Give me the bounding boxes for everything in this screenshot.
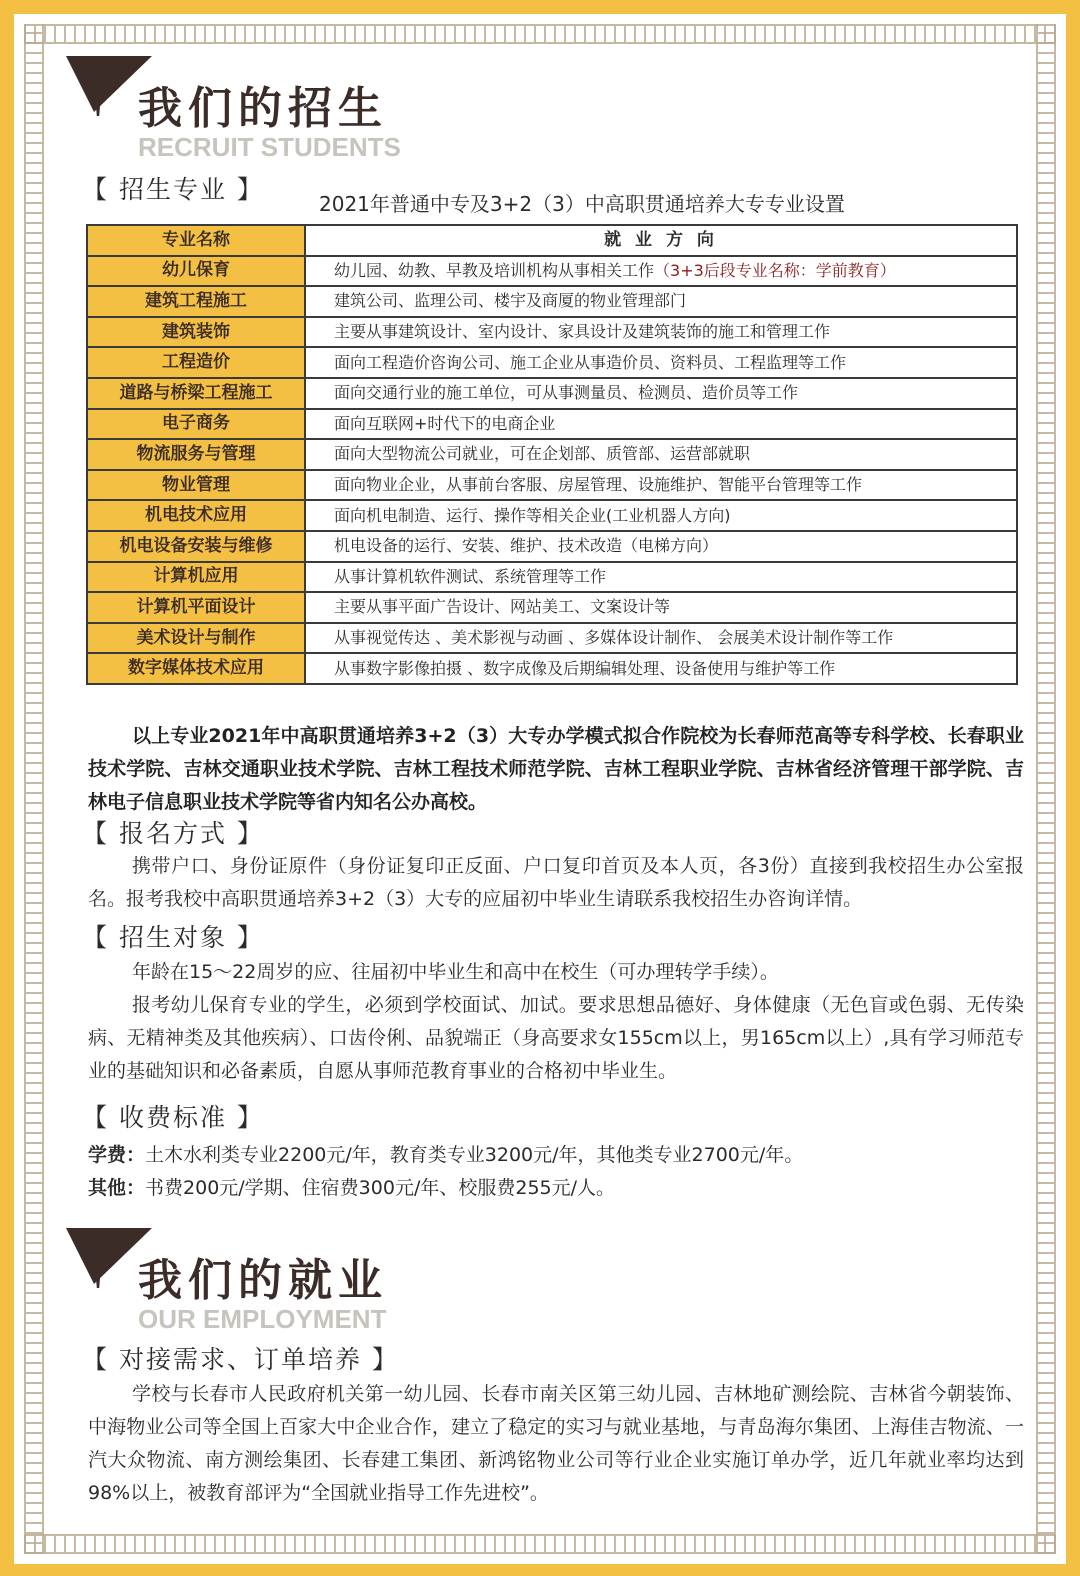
column-header-direction: 就 业 方 向 (305, 225, 1017, 256)
decorative-border-right (1036, 24, 1056, 1554)
table-row (87, 409, 1017, 440)
signup-text: 携带户口、身份证原件（身份证复印正反面、户口复印首页及本人页，各3份）直接到我校招生办公室报名。报考我校中高职贯通培养3+2（3）大专的应届初中毕业生请联系我校招生办咨询详情。 (88, 855, 1024, 910)
table-row (87, 470, 1017, 501)
employment-section-header (66, 1222, 486, 1332)
direction-note: （3+3后段专业名称：学前教育） (654, 260, 896, 280)
major-name-cell: 建筑工程施工 (87, 286, 305, 317)
direction-text: 从事数字影像拍摄 、数字成像及后期编辑处理、设备使用与维护等工作 (334, 658, 836, 678)
target-text-requirements: 报考幼儿保育专业的学生，必须到学校面试、加试。要求思想品德好、身体健康（无色盲或色弱、无传染病、无精神类及其他疾病）、口齿伶俐、品貌端正（身高要求女155cm以上，男165cm以上）,具有学习师范专业的基础知识和必备素质，自愿从事师范教育事业的合格初中毕业生。 (88, 994, 1024, 1082)
target-text-age: 年龄在15～22周岁的应、往届初中毕业生和高中在校生（可办理转学手续）。 (132, 961, 779, 983)
table-row (87, 562, 1017, 593)
direction-text: 面向机电制造、运行、操作等相关企业(工业机器人方向) (334, 505, 731, 525)
employment-direction-cell (305, 317, 1017, 348)
other-fees-value: 书费200元/学期、住宿费300元/年、校服费255元/人。 (145, 1177, 616, 1199)
poster-page (14, 14, 1066, 1564)
recruit-title: 我们的招生 (138, 83, 388, 134)
employment-direction-cell (305, 562, 1017, 593)
recruit-section-header (66, 50, 486, 160)
major-name-cell: 建筑装饰 (87, 317, 305, 348)
table-row (87, 286, 1017, 317)
target-heading: 【 招生对象 】 (82, 923, 264, 952)
majors-table-caption: 2021年普通中专及3+2（3）中高职贯通培养大专专业设置 (319, 192, 845, 216)
direction-text: 面向互联网+时代下的电商企业 (334, 413, 556, 433)
column-header-major: 专业名称 (87, 225, 305, 256)
table-row (87, 531, 1017, 562)
table-header-row (87, 225, 1017, 256)
direction-text: 面向工程造价咨询公司、施工企业从事造价员、资料员、工程监理等工作 (334, 352, 847, 372)
decorative-border-bottom (24, 1534, 1056, 1554)
employment-direction-cell (305, 592, 1017, 623)
tuition-label: 学费： (88, 1144, 146, 1166)
recruit-subtitle: RECRUIT STUDENTS (138, 132, 401, 162)
table-row (87, 439, 1017, 470)
employment-direction-cell (305, 256, 1017, 287)
tuition-value: 土木水利类专业2200元/年，教育类专业3200元/年，其他类专业2700元/年。 (145, 1144, 804, 1166)
table-row (87, 623, 1017, 654)
fees-other-line (88, 1172, 1024, 1205)
majors-table (86, 224, 1018, 685)
direction-text: 建筑公司、监理公司、楼宇及商厦的物业管理部门 (334, 291, 687, 311)
decorative-border-left (24, 24, 44, 1554)
partner-colleges-summary: 以上专业2021年中高职贯通培养3+2（3）大专办学模式拟合作院校为长春师范高等专科学校、长春职业技术学院、吉林交通职业技术学院、吉林工程技术师范学院、吉林工程职业学院、吉林省经济管理干部学院、吉林电子信息职业技术学院等省内知名公办高校。 (88, 725, 1024, 813)
direction-text: 从事视觉传达 、美术影视与动画 、多媒体设计制作、 会展美术设计制作等工作 (334, 628, 894, 648)
table-row (87, 347, 1017, 378)
table-row (87, 500, 1017, 531)
employment-direction-cell (305, 378, 1017, 409)
major-name-cell: 数字媒体技术应用 (87, 653, 305, 684)
major-name-cell: 美术设计与制作 (87, 623, 305, 654)
other-fees-label: 其他： (88, 1177, 146, 1199)
major-name-cell: 计算机平面设计 (87, 592, 305, 623)
majors-heading: 【 招生专业 】 (82, 175, 264, 204)
direction-text: 机电设备的运行、安装、维护、技术改造（电梯方向） (334, 536, 719, 556)
employment-direction-cell (305, 623, 1017, 654)
signup-heading: 【 报名方式 】 (82, 819, 264, 848)
direction-text: 主要从事平面广告设计、网站美工、文案设计等 (334, 597, 671, 617)
direction-text: 从事计算机软件测试、系统管理等工作 (334, 566, 607, 586)
major-name-cell: 计算机应用 (87, 562, 305, 593)
employment-direction-cell (305, 653, 1017, 684)
direction-text: 幼儿园、幼教、早教及培训机构从事相关工作 (334, 260, 655, 280)
direction-text: 主要从事建筑设计、室内设计、家具设计及建筑装饰的施工和管理工作 (334, 322, 831, 342)
major-name-cell: 幼儿保育 (87, 256, 305, 287)
employment-direction-cell (305, 286, 1017, 317)
major-name-cell: 机电技术应用 (87, 500, 305, 531)
table-row (87, 256, 1017, 287)
decorative-border-top (24, 24, 1056, 44)
employment-direction-cell (305, 500, 1017, 531)
major-name-cell: 机电设备安装与维修 (87, 531, 305, 562)
major-name-cell: 道路与桥梁工程施工 (87, 378, 305, 409)
major-name-cell: 工程造价 (87, 347, 305, 378)
table-row (87, 317, 1017, 348)
employment-direction-cell (305, 531, 1017, 562)
employment-heading: 【 对接需求、订单培养 】 (82, 1345, 399, 1374)
fees-heading: 【 收费标准 】 (82, 1103, 264, 1132)
major-name-cell: 电子商务 (87, 409, 305, 440)
table-row (87, 653, 1017, 684)
employment-direction-cell (305, 470, 1017, 501)
direction-text: 面向物业企业，从事前台客服、房屋管理、设施维护、智能平台管理等工作 (334, 475, 863, 495)
employment-direction-cell (305, 347, 1017, 378)
employment-title: 我们的就业 (138, 1255, 388, 1306)
major-name-cell: 物流服务与管理 (87, 439, 305, 470)
employment-text: 学校与长春市人民政府机关第一幼儿园、长春市南关区第三幼儿园、吉林地矿测绘院、吉林省今朝装饰、中海物业公司等全国上百家大中企业合作，建立了稳定的实习与就业基地，与青岛海尔集团、上海佳吉物流、一汽大众物流、南方测绘集团、长春建工集团、新鸿铭物业公司等行业企业实施订单办学，近几年就业率均达到98%以上，被教育部评为“全国就业指导工作先进校”。 (88, 1383, 1024, 1504)
table-row (87, 378, 1017, 409)
table-row (87, 592, 1017, 623)
employment-subtitle: OUR EMPLOYMENT (138, 1304, 387, 1334)
direction-text: 面向交通行业的施工单位，可从事测量员、检测员、造价员等工作 (334, 383, 799, 403)
fees-tuition-line (88, 1139, 1024, 1172)
direction-text: 面向大型物流公司就业，可在企划部、质管部、运营部就职 (334, 444, 751, 464)
major-name-cell: 物业管理 (87, 470, 305, 501)
employment-direction-cell (305, 439, 1017, 470)
employment-direction-cell (305, 409, 1017, 440)
